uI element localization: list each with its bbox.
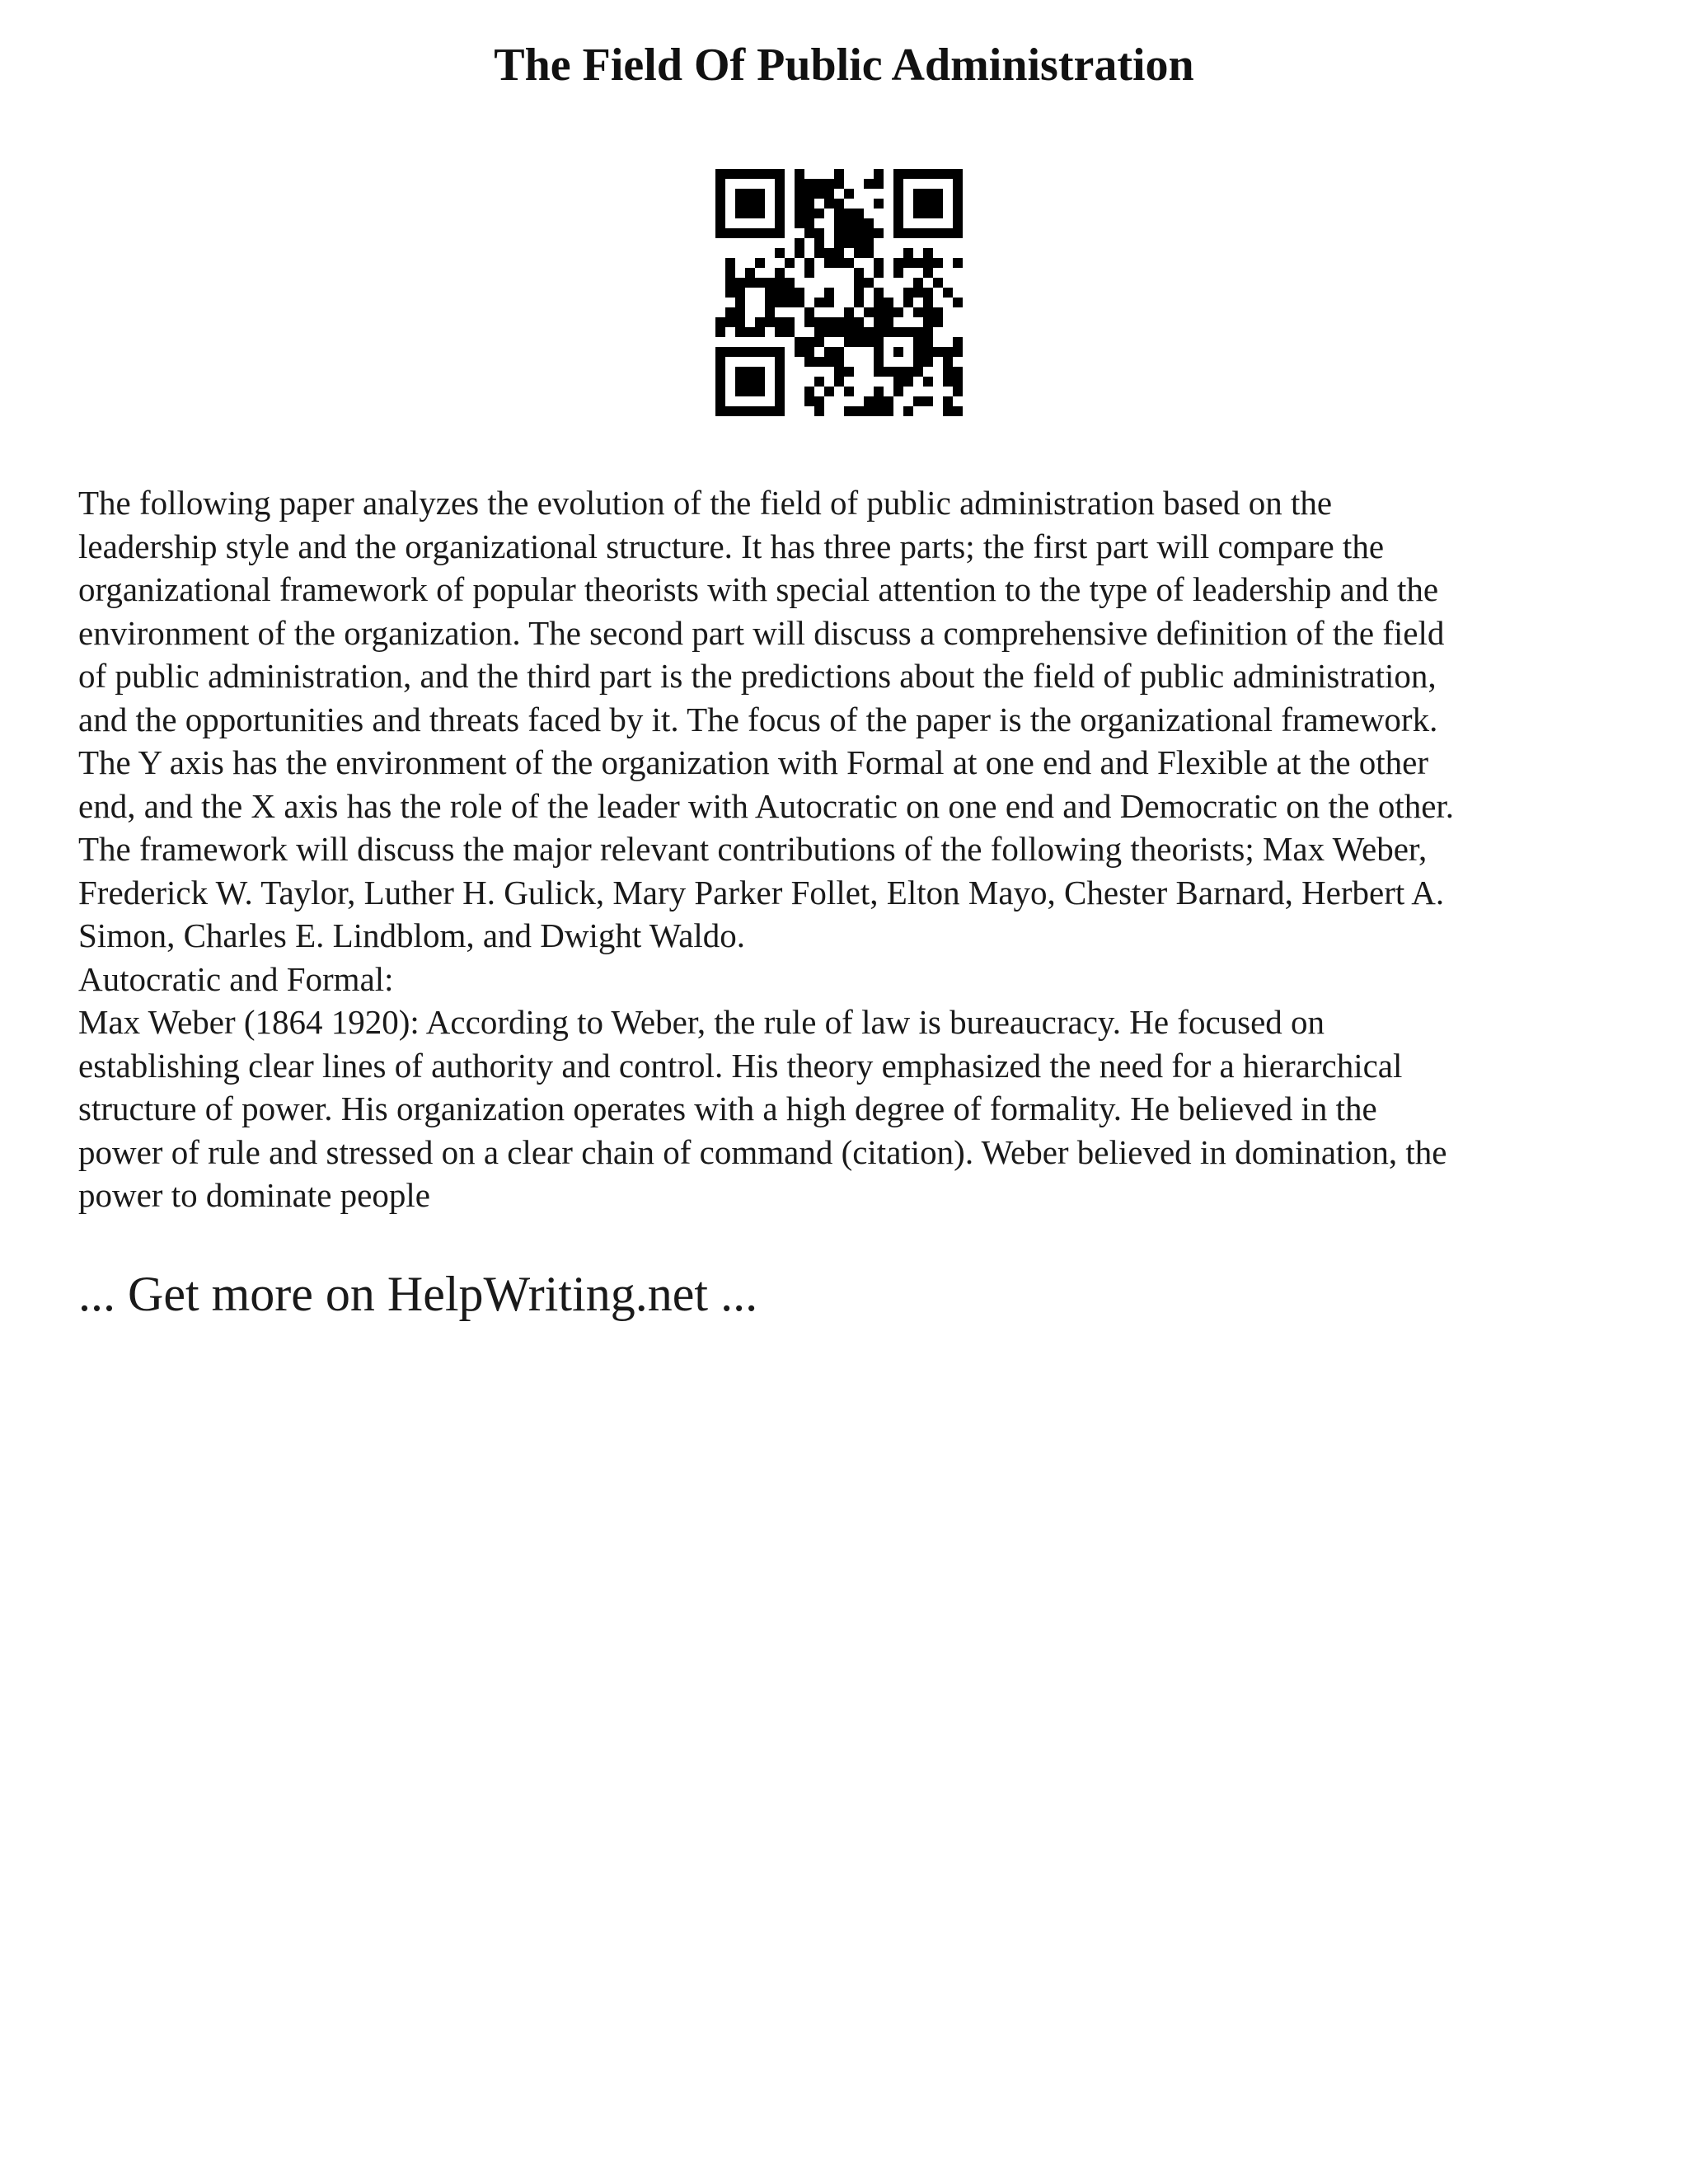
paragraph-line: power to dominate people xyxy=(78,1176,430,1214)
qr-code xyxy=(715,169,963,416)
paragraph-line: and the opportunities and threats faced by it. The focus of the paper is the organizational framework. xyxy=(78,700,1438,738)
paragraph-line: Simon, Charles E. Lindblom, and Dwight Waldo. xyxy=(78,916,746,954)
body-paragraph xyxy=(78,481,1620,1217)
page-title: The Field Of Public Administration xyxy=(494,40,1194,91)
paragraph-line: of public administration, and the third part is the predictions about the field of public administration, xyxy=(78,657,1437,695)
paragraph-line: establishing clear lines of authority and control. His theory emphasized the need for a hierarchical xyxy=(78,1046,1403,1085)
paragraph-line: organizational framework of popular theorists with special attention to the type of leadership and the xyxy=(78,570,1439,608)
paragraph-line: Frederick W. Taylor, Luther H. Gulick, Mary Parker Follet, Elton Mayo, Chester Barnard, Herbert A. xyxy=(78,873,1445,912)
get-more-link[interactable]: ... Get more on HelpWriting.net ... xyxy=(78,1267,758,1321)
paragraph-line: end, and the X axis has the role of the leader with Autocratic on one end and Democratic on the other. xyxy=(78,786,1455,825)
paragraph-line: environment of the organization. The second part will discuss a comprehensive definition of the field xyxy=(78,613,1445,652)
paragraph-line: leadership style and the organizational structure. It has three parts; the first part will compare the xyxy=(78,527,1385,565)
paragraph-line: power of rule and stressed on a clear chain of command (citation). Weber believed in domination, the xyxy=(78,1132,1447,1171)
qr-code-icon xyxy=(715,169,963,416)
paragraph-line: The framework will discuss the major relevant contributions of the following theorists; Max Weber, xyxy=(78,830,1428,868)
paragraph-line: Max Weber (1864 1920): According to Weber, the rule of law is bureaucracy. He focused on xyxy=(78,1003,1325,1041)
paragraph-line: The Y axis has the environment of the organization with Formal at one end and Flexible at the other xyxy=(78,743,1429,781)
paragraph-line: The following paper analyzes the evolution of the field of public administration based on the xyxy=(78,484,1333,522)
section-heading: Autocratic and Formal: xyxy=(78,959,394,998)
paragraph-line: structure of power. His organization operates with a high degree of formality. He believed in the xyxy=(78,1090,1377,1127)
